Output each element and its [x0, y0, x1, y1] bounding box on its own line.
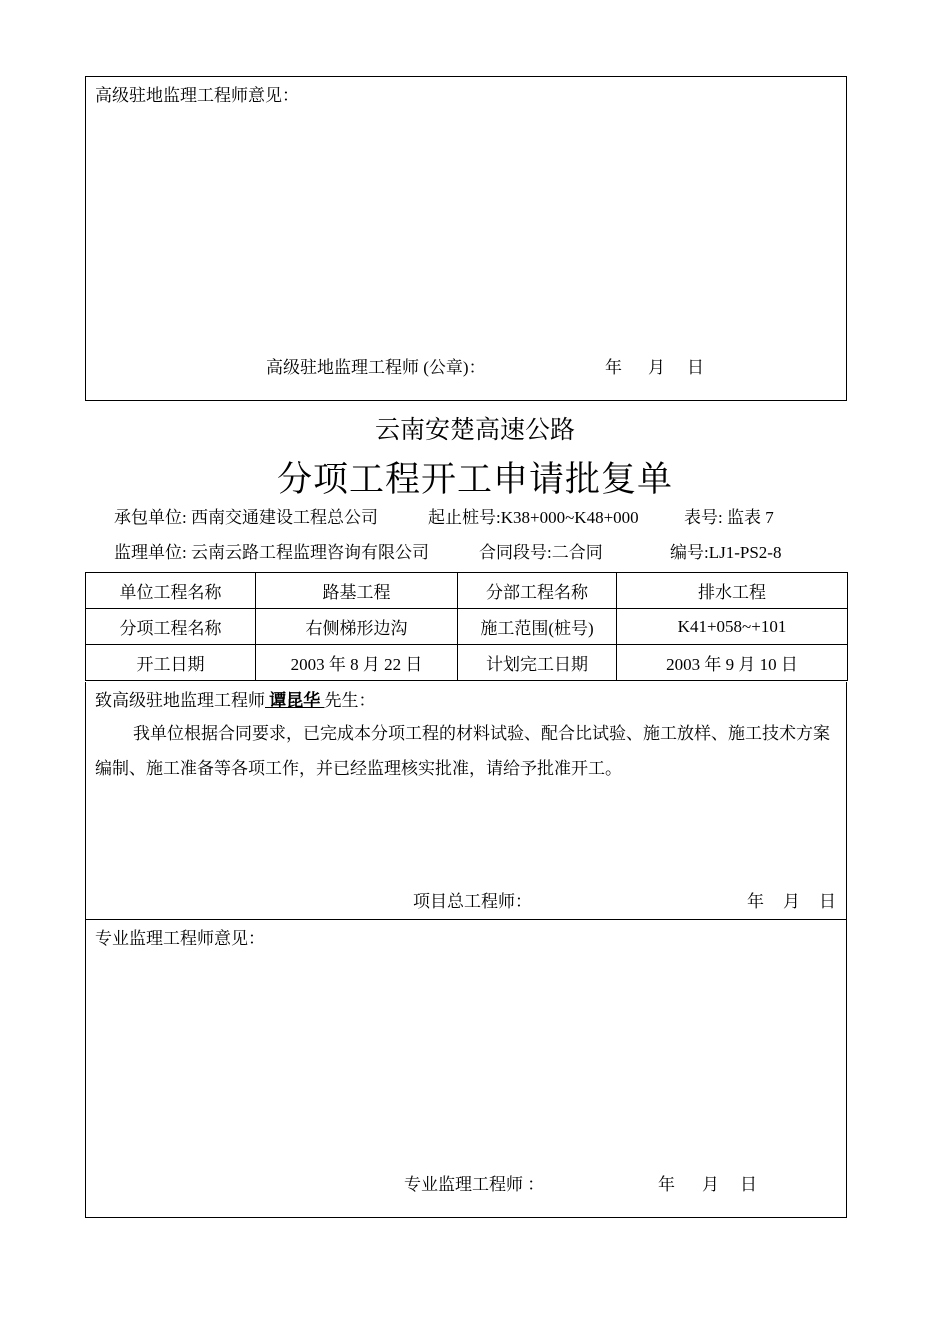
specialist-engineer-opinion-box: [85, 919, 847, 1218]
request-body: 我单位根据合同要求，已完成本分项工程的材料试验、配合比试验、施工放样、施工技术方案编制、施工准备等各项工作，并已经监理核实批准，请给予批准开工。: [95, 724, 830, 778]
contract-info: [479, 538, 603, 563]
month-label: 月: [648, 358, 665, 377]
request-box: [85, 682, 847, 920]
specialist-engineer-signature-label: 专业监理工程师 ：: [404, 1175, 545, 1194]
year-label: 年: [747, 892, 764, 911]
station-value: K38+000~K48+000: [500, 508, 639, 527]
day-label: 日: [740, 1175, 757, 1194]
table-row: [86, 573, 848, 609]
day-label: 日: [819, 892, 836, 911]
table-cell: K41+058~+101: [617, 609, 848, 645]
table-row: [86, 609, 848, 645]
salutation-suffix: 先生：: [324, 691, 376, 710]
table-cell: 开工日期: [86, 645, 256, 681]
supervisor-value: 云南云路工程监理咨询有限公司: [190, 543, 429, 562]
form-number-value: 监表 7: [726, 508, 774, 527]
senior-engineer-opinion-label: 高级驻地监理工程师意见：: [95, 86, 299, 105]
serial-info: [670, 538, 781, 563]
contractor-info: [114, 503, 378, 528]
salutation: [95, 686, 376, 711]
form-number-info: [684, 503, 774, 528]
specialist-engineer-opinion-label: 专业监理工程师意见：: [95, 929, 265, 948]
contract-label: 合同段号:: [479, 543, 552, 562]
table-cell: 排水工程: [617, 573, 848, 609]
contractor-value: 西南交通建设工程总公司: [190, 508, 378, 527]
year-label: 年: [658, 1175, 675, 1194]
project-info-table: [85, 572, 848, 681]
supervisor-info: [114, 538, 429, 563]
chief-engineer-signature-label: 项目总工程师：: [413, 892, 532, 911]
table-row: [86, 645, 848, 681]
salutation-prefix: 致高级驻地监理工程师: [95, 691, 265, 710]
month-label: 月: [783, 892, 800, 911]
engineer-name: 谭昆华: [265, 691, 325, 710]
contract-value: 二合同: [551, 543, 603, 562]
station-label: 起止桩号:: [428, 508, 501, 527]
form-number-label: 表号:: [684, 508, 723, 527]
form-title: 分项工程开工申请批复单: [276, 460, 673, 499]
project-title: 云南安楚高速公路: [374, 417, 575, 444]
serial-label: 编号:: [670, 543, 709, 562]
table-cell: 2003 年 8 月 22 日: [256, 645, 458, 681]
senior-engineer-opinion-box: [85, 76, 847, 401]
contractor-label: 承包单位:: [114, 508, 187, 527]
month-label: 月: [702, 1175, 719, 1194]
table-cell: 2003 年 9 月 10 日: [617, 645, 848, 681]
station-info: [428, 503, 639, 528]
serial-value: LJ1-PS2-8: [708, 543, 782, 562]
table-cell: 分项工程名称: [86, 609, 256, 645]
day-label: 日: [687, 358, 704, 377]
supervisor-label: 监理单位:: [114, 543, 187, 562]
year-label: 年: [605, 358, 622, 377]
table-cell: 计划完工日期: [458, 645, 617, 681]
table-cell: 路基工程: [256, 573, 458, 609]
table-cell: 单位工程名称: [86, 573, 256, 609]
table-cell: 右侧梯形边沟: [256, 609, 458, 645]
table-cell: 施工范围(桩号): [458, 609, 617, 645]
senior-engineer-signature-label: 高级驻地监理工程师 (公章)：: [266, 358, 486, 377]
table-cell: 分部工程名称: [458, 573, 617, 609]
